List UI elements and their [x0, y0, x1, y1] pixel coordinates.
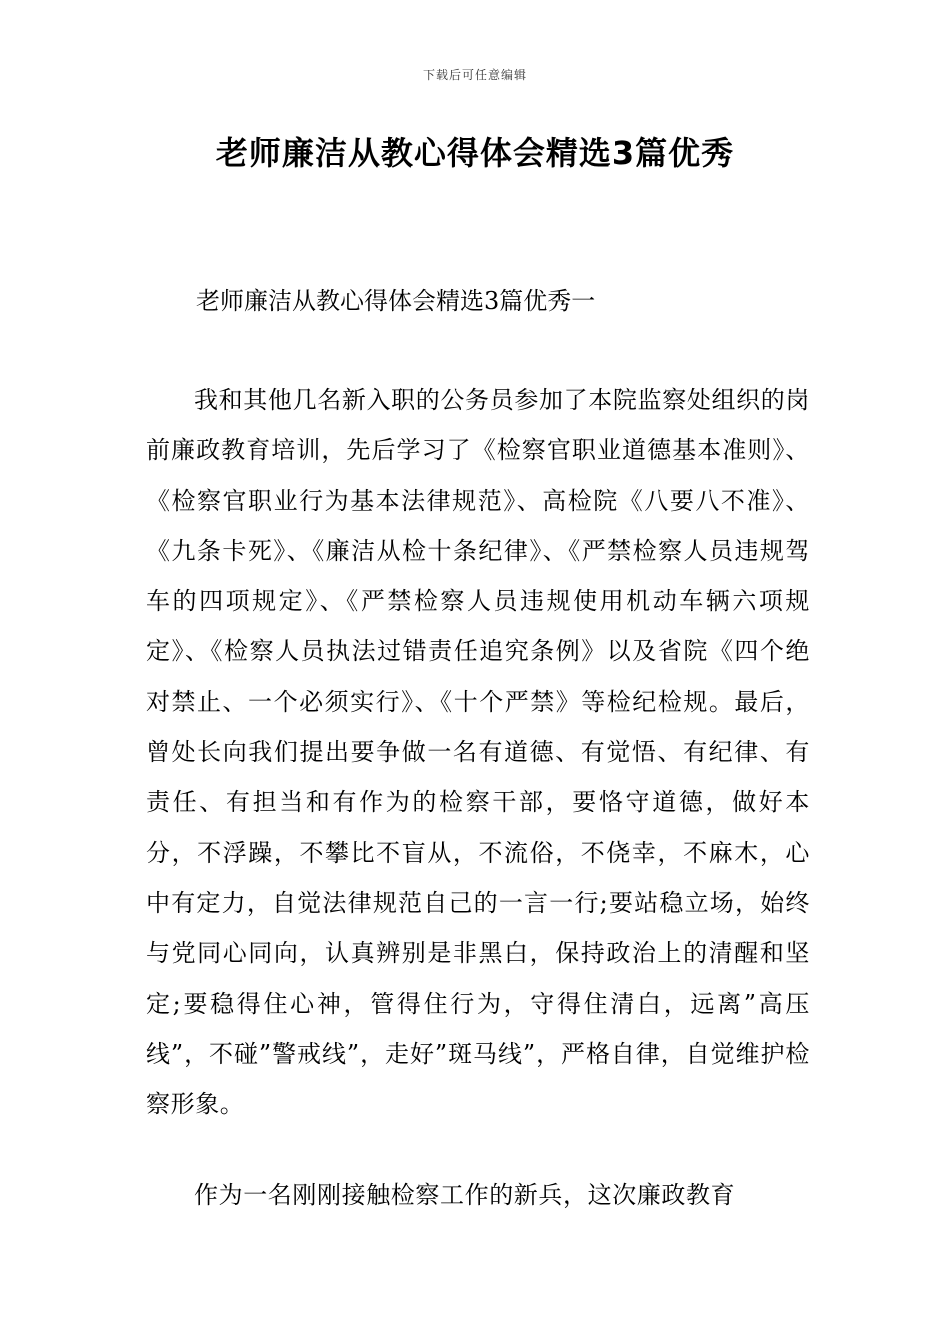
- body-paragraph-1: 我和其他几名新入职的公务员参加了本院监察处组织的岗前廉政教育培训，先后学习了《检察官职业道德基本准则》、《检察官职业行为基本法律规范》、高检院《八要八不准》、《九条卡死》、《廉洁从检十条纪律》、《严禁检察人员违规驾车的四项规定》、《严禁检察人员违规使用机动车辆六项规定》、《检察人员执法过错责任追究条例》以及省院《四个绝对禁止、一个必须实行》、《十个严禁》等检纪检规。最后，曾处长向我们提出要争做一名有道德、有觉悟、有纪律、有责任、有担当和有作为的检察干部，要恪守道德，做好本分，不浮躁，不攀比不盲从，不流俗，不侥幸，不麻木，心中有定力，自觉法律规范自己的一言一行;要站稳立场，始终与党同心同向，认真辨别是非黑白，保持政治上的清醒和坚定;要稳得住心神，管得住行为，守得住清白，远离”高压线”，不碰”警戒线”，走好”斑马线”，严格自律，自觉维护检察形象。: [146, 386, 810, 1119]
- body-paragraph-2: 作为一名刚刚接触检察工作的新兵，这次廉政教育: [194, 1181, 736, 1209]
- document-title: 老师廉洁从教心得体会精选3篇优秀: [215, 134, 735, 172]
- header-note: 下载后可任意编辑: [422, 68, 527, 82]
- section-heading: 老师廉洁从教心得体会精选3篇优秀一: [196, 287, 596, 315]
